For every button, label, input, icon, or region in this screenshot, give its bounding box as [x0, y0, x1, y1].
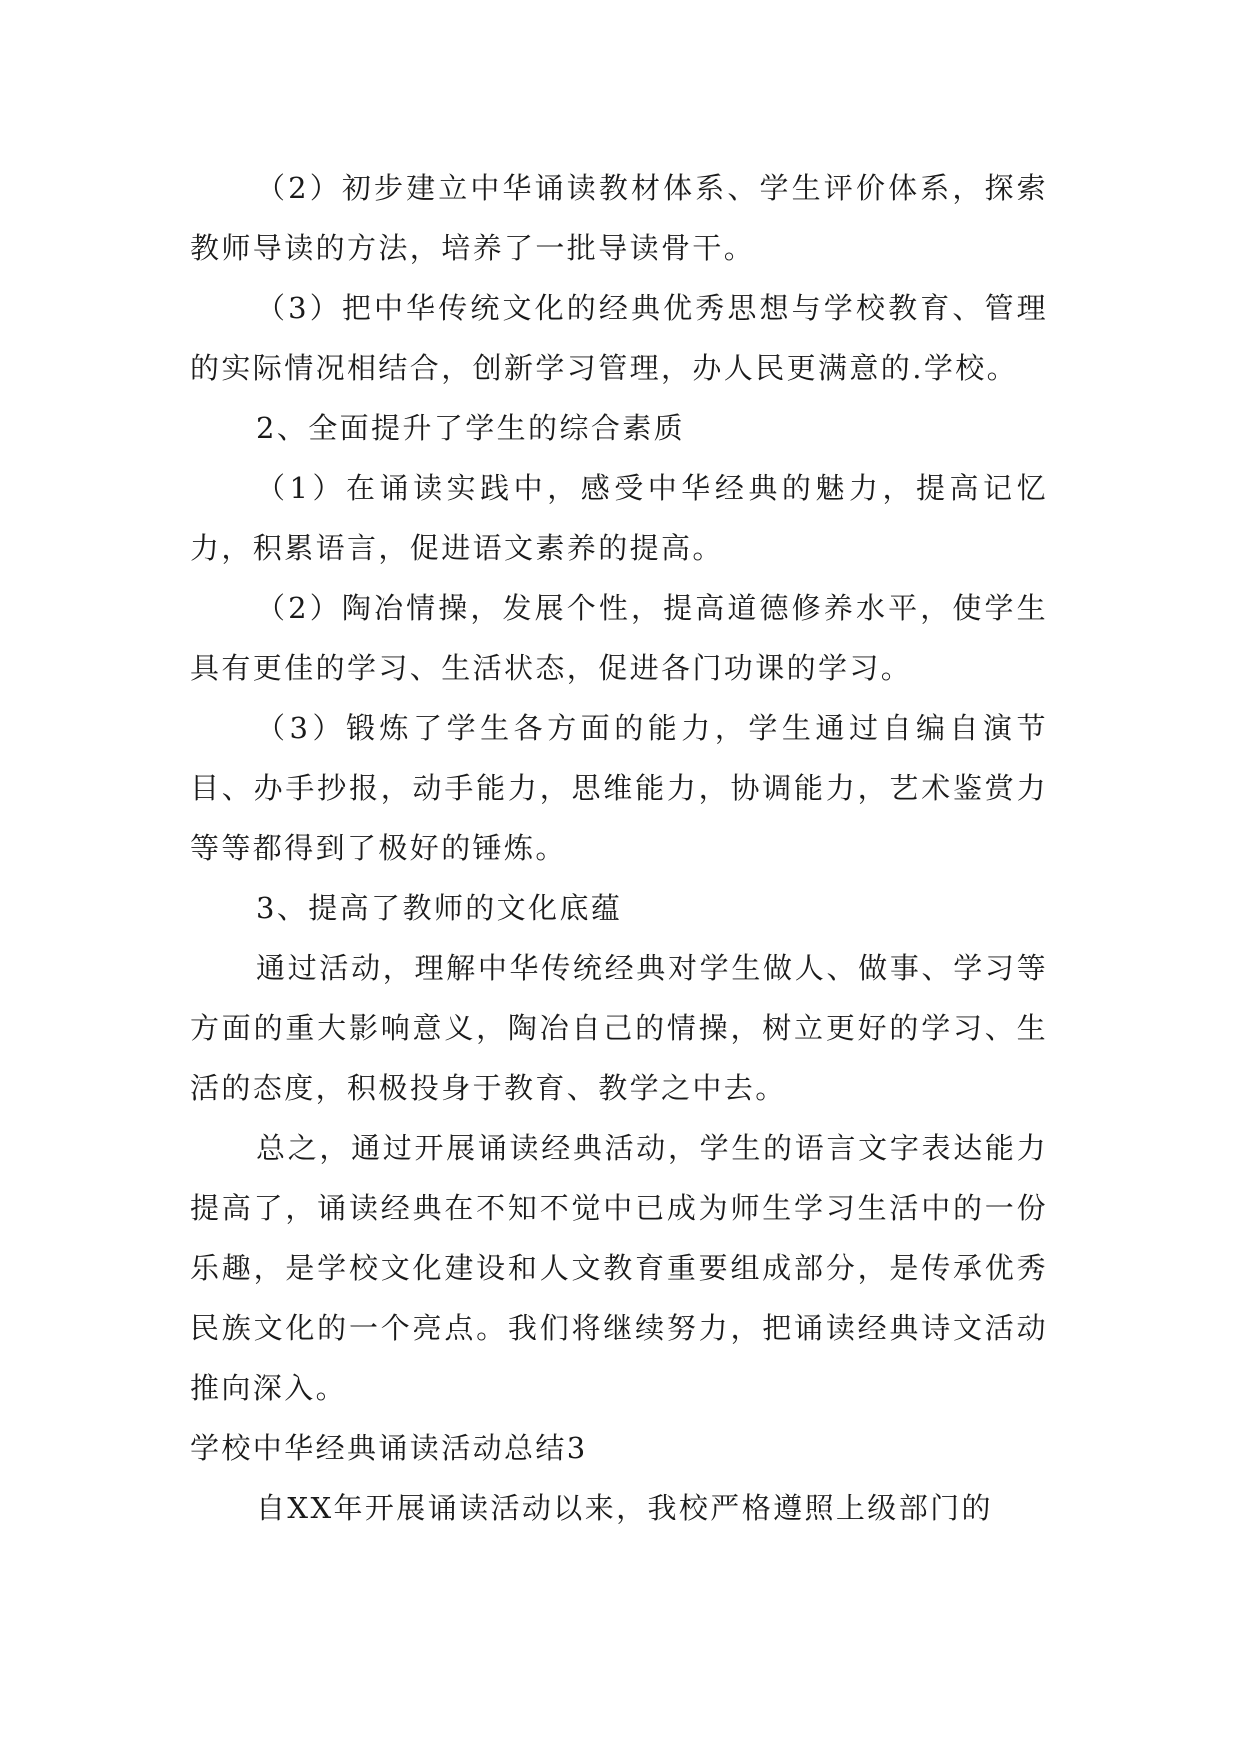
paragraph-3-3: （3）锻炼了学生各方面的能力，学生通过自编自演节目、办手抄报，动手能力，思维能力，协调能力，艺术鉴赏力等等都得到了极好的锤炼。: [190, 711, 1048, 865]
paragraph-summary: 总之，通过开展诵读经典活动，学生的语言文字表达能力提高了，诵读经典在不知不觉中已成为师生学习生活中的一份乐趣，是学校文化建设和人文教育重要组成部分，是传承优秀民族文化的一个亮点。我们将继续努力，把诵读经典诗文活动推向深入。: [190, 1131, 1048, 1405]
subheading-3: 3、提高了教师的文化底蕴: [256, 891, 623, 925]
document-body: [190, 158, 1048, 1538]
paragraph-intro: 自XX年开展诵读活动以来，我校严格遵照上级部门的: [256, 1491, 993, 1525]
paragraph-teachers: 通过活动，理解中华传统经典对学生做人、做事、学习等方面的重大影响意义，陶冶自己的情操，树立更好的学习、生活的态度，积极投身于教育、教学之中去。: [190, 951, 1048, 1105]
paragraph-3-1: （1）在诵读实践中，感受中华经典的魅力，提高记忆力，积累语言，促进语文素养的提高。: [190, 471, 1048, 565]
paragraph-3-2: （2）陶冶情操，发展个性，提高道德修养水平，使学生具有更佳的学习、生活状态，促进各门功课的学习。: [190, 591, 1048, 685]
section-title: 学校中华经典诵读活动总结3: [190, 1431, 588, 1465]
paragraph-2-2: （2）初步建立中华诵读教材体系、学生评价体系，探索教师导读的方法，培养了一批导读骨干。: [190, 171, 1048, 265]
subheading-2: 2、全面提升了学生的综合素质: [256, 411, 686, 445]
paragraph-2-3: （3）把中华传统文化的经典优秀思想与学校教育、管理的实际情况相结合，创新学习管理，办人民更满意的.学校。: [190, 291, 1048, 385]
